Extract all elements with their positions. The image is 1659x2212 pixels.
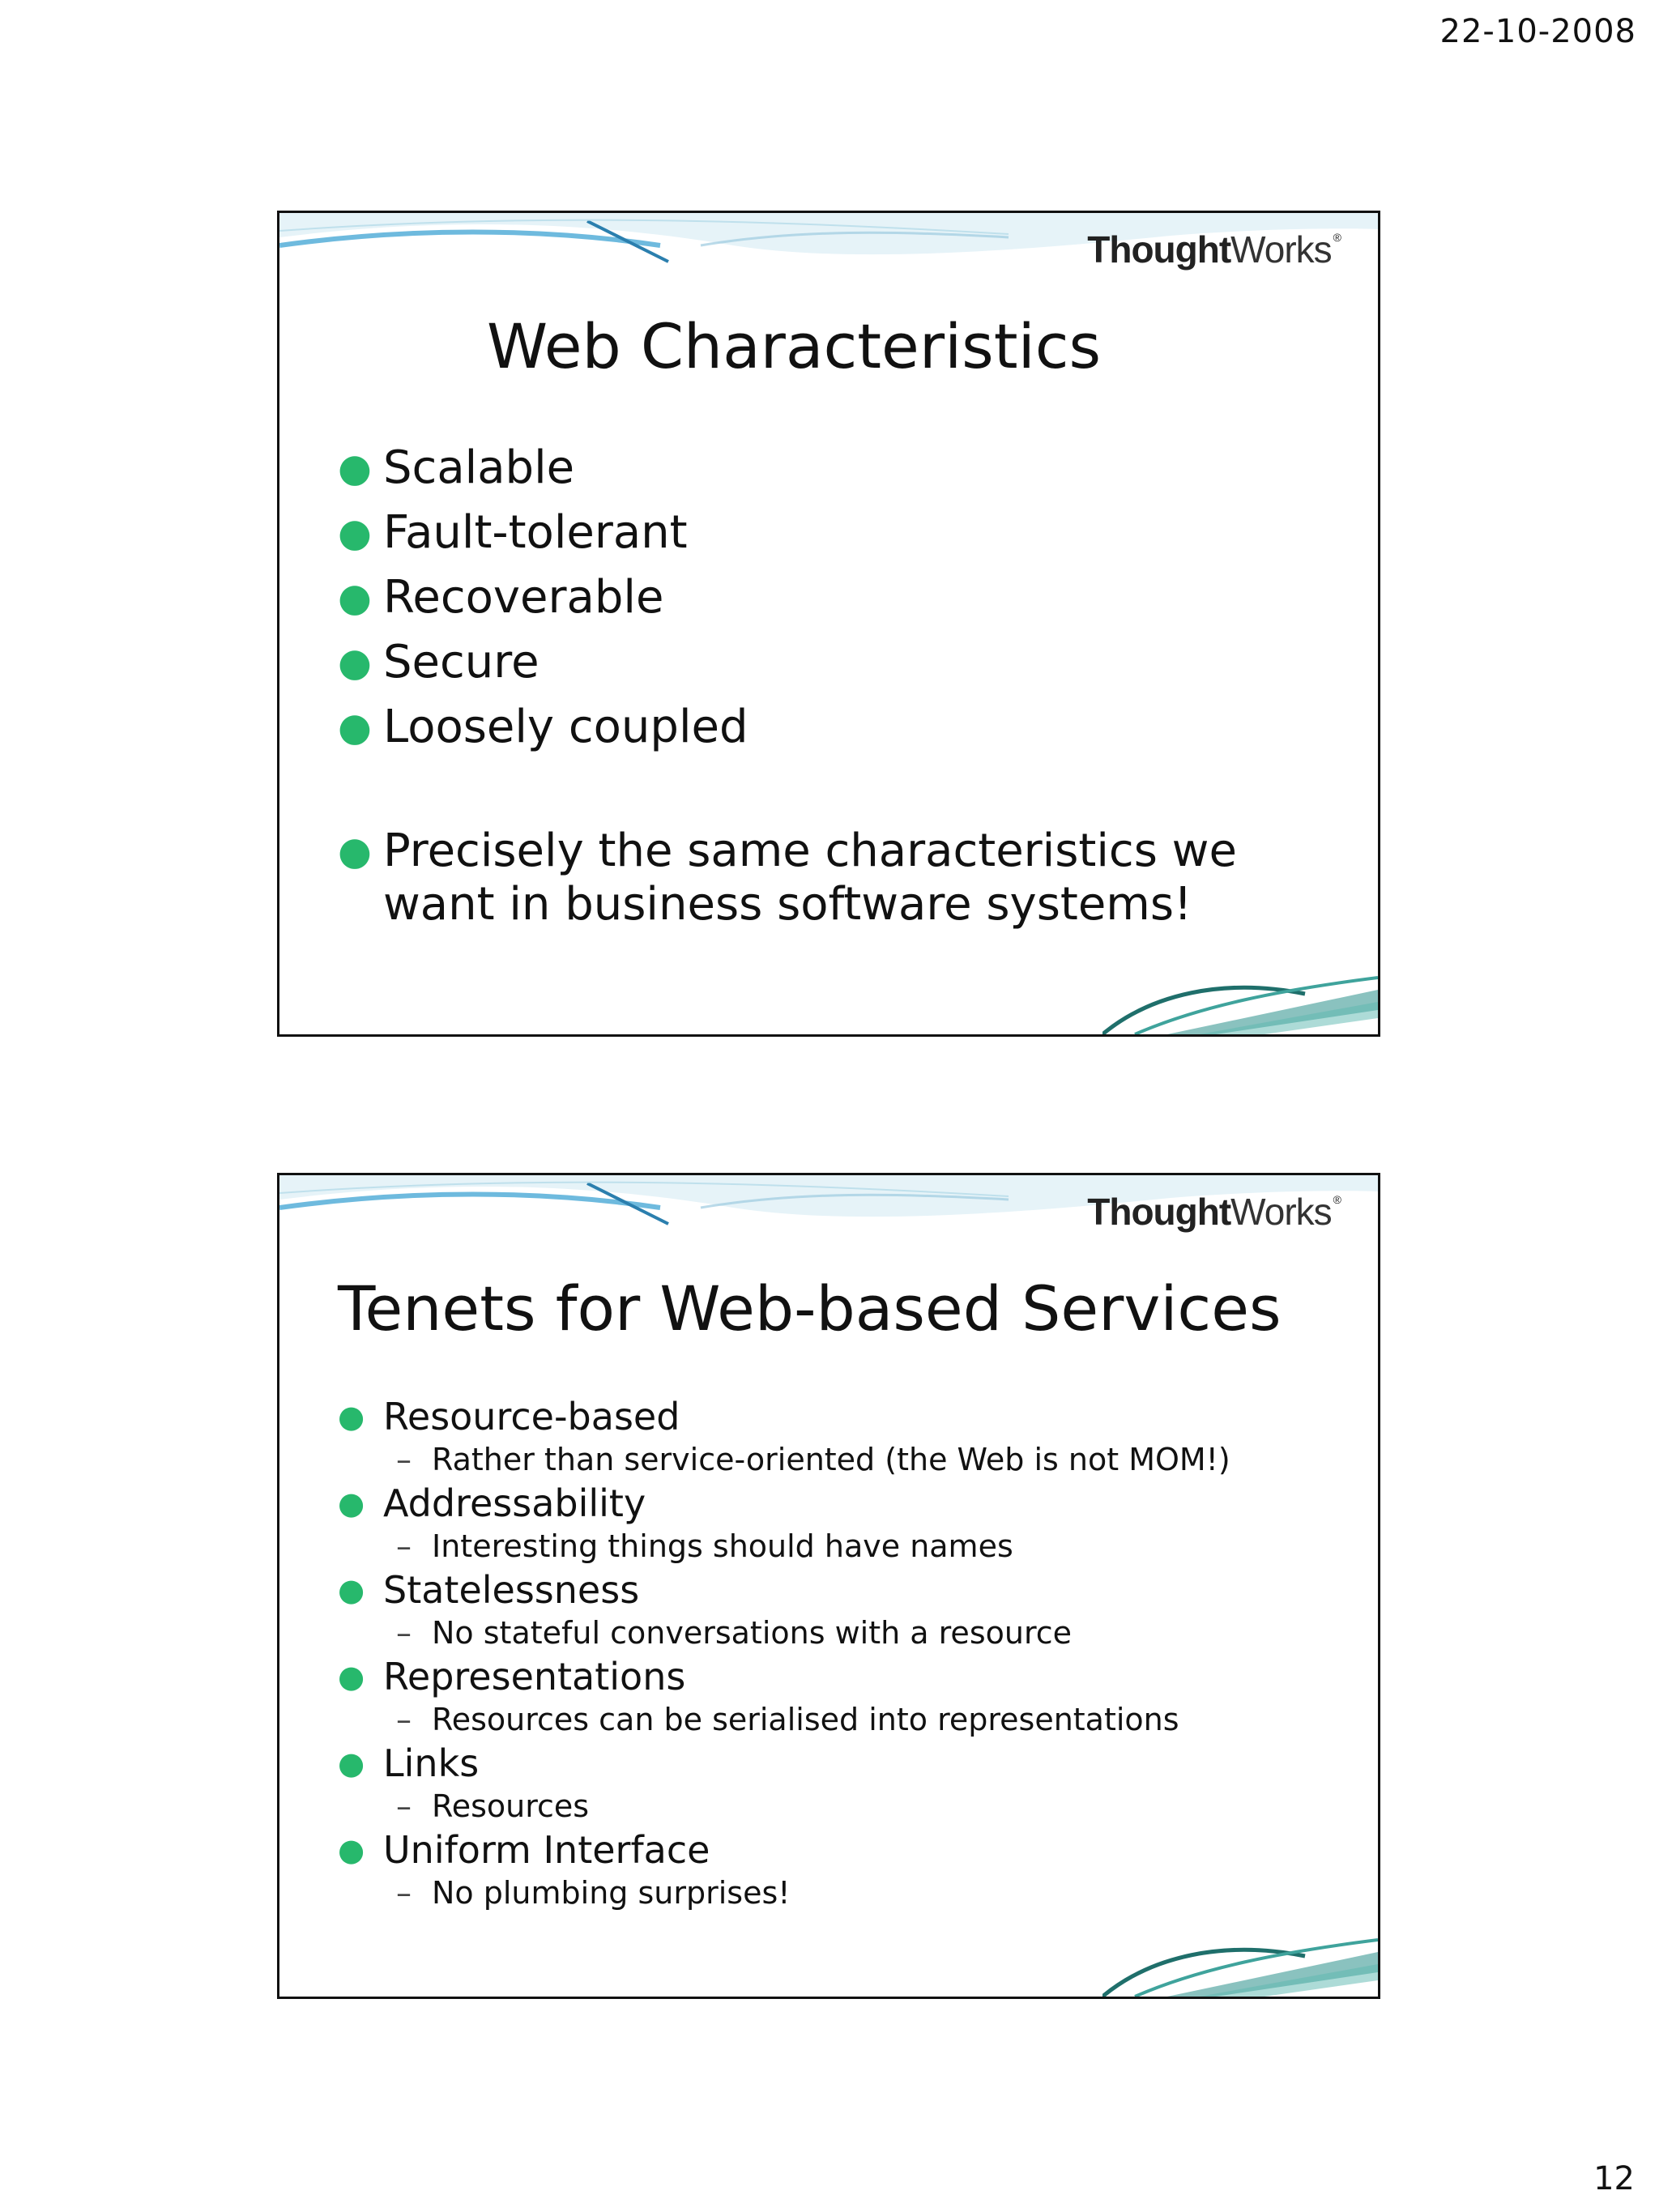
slide-web-characteristics <box>277 211 1380 1037</box>
bullet-dot-icon: ● <box>338 510 372 556</box>
bullet-dot-icon: ● <box>338 1745 365 1781</box>
bullet-dot-icon: ● <box>338 829 372 874</box>
bullet-dot-icon: ● <box>338 1659 365 1694</box>
list-item: ● Precisely the same characteristics we want in business software systems! <box>338 825 1237 931</box>
bullet-dot-icon: ● <box>338 575 372 620</box>
bullet-dot-icon: ● <box>338 1485 365 1521</box>
list-item: ● Resource-based – Rather than service-oriented (the Web is not MOM!) <box>338 1394 1230 1481</box>
list-item: ● Scalable <box>338 436 1242 501</box>
list-item: ● Links – Resources <box>338 1741 1230 1827</box>
thoughtworks-logo: ThoughtWorks ® <box>1087 1191 1341 1233</box>
thoughtworks-logo: ThoughtWorks ® <box>1087 228 1341 271</box>
bullet-dot-icon: ● <box>338 1399 365 1434</box>
sub-item: – Interesting things should have names <box>396 1528 1013 1564</box>
sub-item: – Rather than service-oriented (the Web is not MOM!) <box>396 1442 1230 1477</box>
list-item: ● Addressability – Interesting things should have names <box>338 1481 1230 1567</box>
bullet-list <box>338 436 1242 931</box>
sub-item: – No stateful conversations with a resource <box>396 1615 1073 1651</box>
sub-item: – Resources <box>396 1788 590 1824</box>
page-number: 12 <box>1593 2160 1635 2197</box>
list-item: ● Statelessness – No stateful conversations with a resource <box>338 1567 1230 1654</box>
sub-item: – Resources can be serialised into representations <box>396 1702 1179 1737</box>
decorative-footer-swoosh <box>1102 1924 1378 1997</box>
slide-title: Tenets for Web-based Services <box>338 1272 1282 1345</box>
bullet-dot-icon: ● <box>338 640 372 685</box>
list-item: ● Recoverable <box>338 565 1242 630</box>
bullet-dot-icon: ● <box>338 1572 365 1608</box>
bullet-list <box>338 1394 1230 1914</box>
slide-tenets-web-services <box>277 1173 1380 1999</box>
page-date: 22-10-2008 <box>1439 13 1636 50</box>
list-item: ● Representations – Resources can be serialised into representations <box>338 1654 1230 1741</box>
sub-item: – No plumbing surprises! <box>396 1875 791 1911</box>
list-item: ● Uniform Interface – No plumbing surprises! <box>338 1827 1230 1914</box>
list-item: ● Loosely coupled <box>338 695 1242 760</box>
list-item: ● Secure <box>338 630 1242 695</box>
bullet-dot-icon: ● <box>338 705 372 750</box>
list-item: ● Fault-tolerant <box>338 501 1242 565</box>
bullet-dot-icon: ● <box>338 1832 365 1868</box>
decorative-footer-swoosh <box>1102 961 1378 1034</box>
bullet-dot-icon: ● <box>338 445 372 491</box>
slide-title: Web Characteristics <box>487 310 1102 382</box>
